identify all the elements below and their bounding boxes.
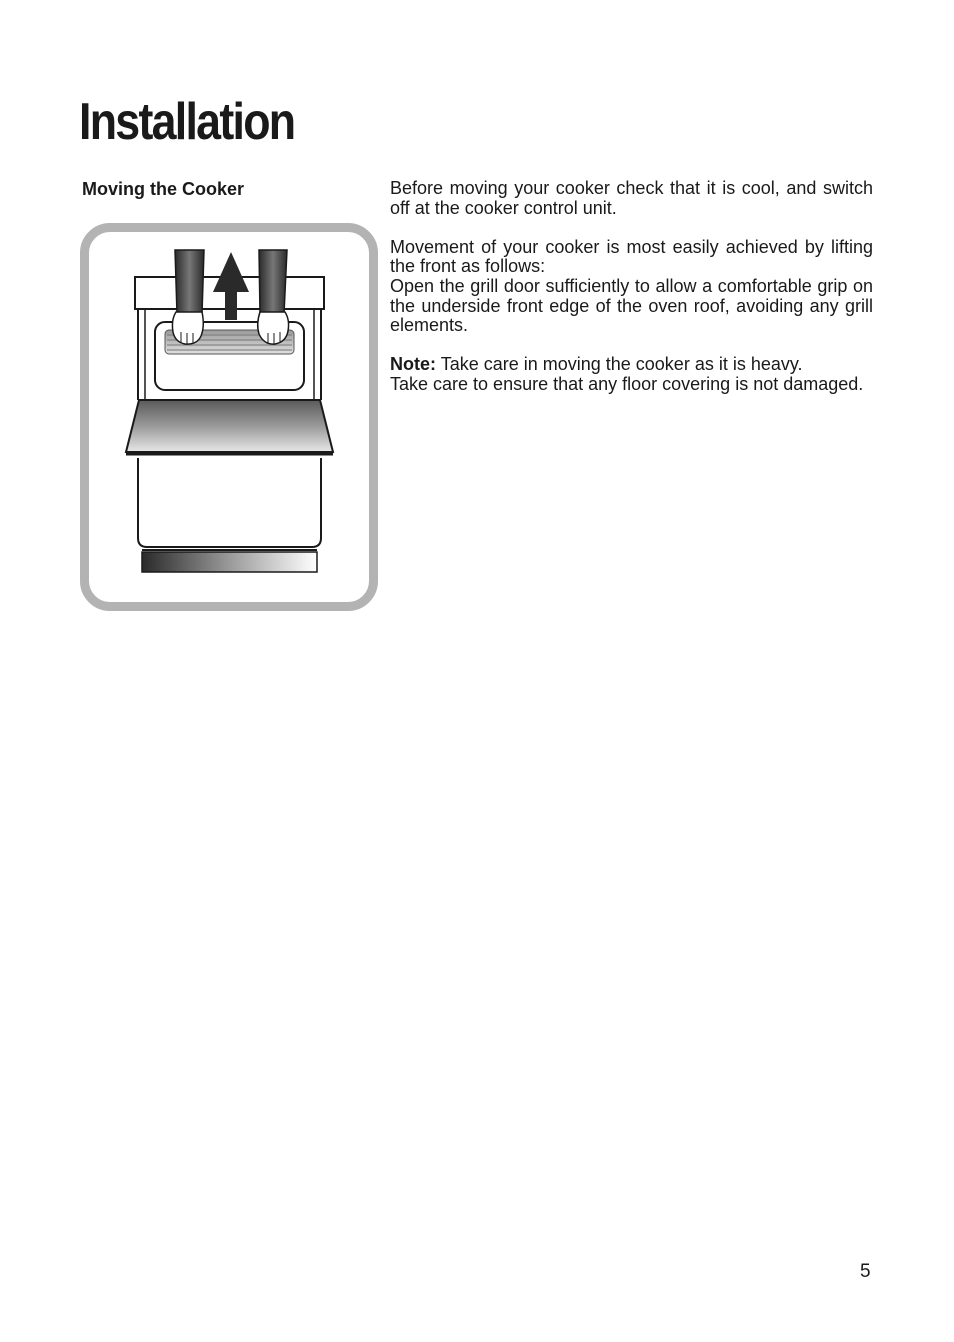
note-label: Note: bbox=[390, 354, 436, 375]
cooker-illustration-frame bbox=[80, 223, 378, 611]
section-heading: Moving the Cooker bbox=[82, 179, 245, 199]
note-paragraph bbox=[390, 355, 873, 375]
cooker-lifting-illustration-icon bbox=[89, 232, 369, 602]
page-number: 5 bbox=[860, 1261, 871, 1282]
note-followup: Take care to ensure that any floor covering is not damaged. bbox=[390, 373, 864, 394]
page-title: Installation bbox=[79, 93, 295, 151]
paragraph-intro: Before moving your cooker check that it is cool, and switch off at the cooker control unit. bbox=[390, 178, 873, 218]
paragraph-grip: Open the grill door sufficiently to allow a comfortable grip on the underside front edge of the oven roof, avoiding any grill elements. bbox=[390, 275, 873, 336]
body-text bbox=[390, 179, 873, 395]
note-text: Take care in moving the cooker as it is heavy. bbox=[440, 354, 803, 375]
paragraph-movement: Movement of your cooker is most easily achieved by lifting the front as follows: bbox=[390, 236, 873, 277]
